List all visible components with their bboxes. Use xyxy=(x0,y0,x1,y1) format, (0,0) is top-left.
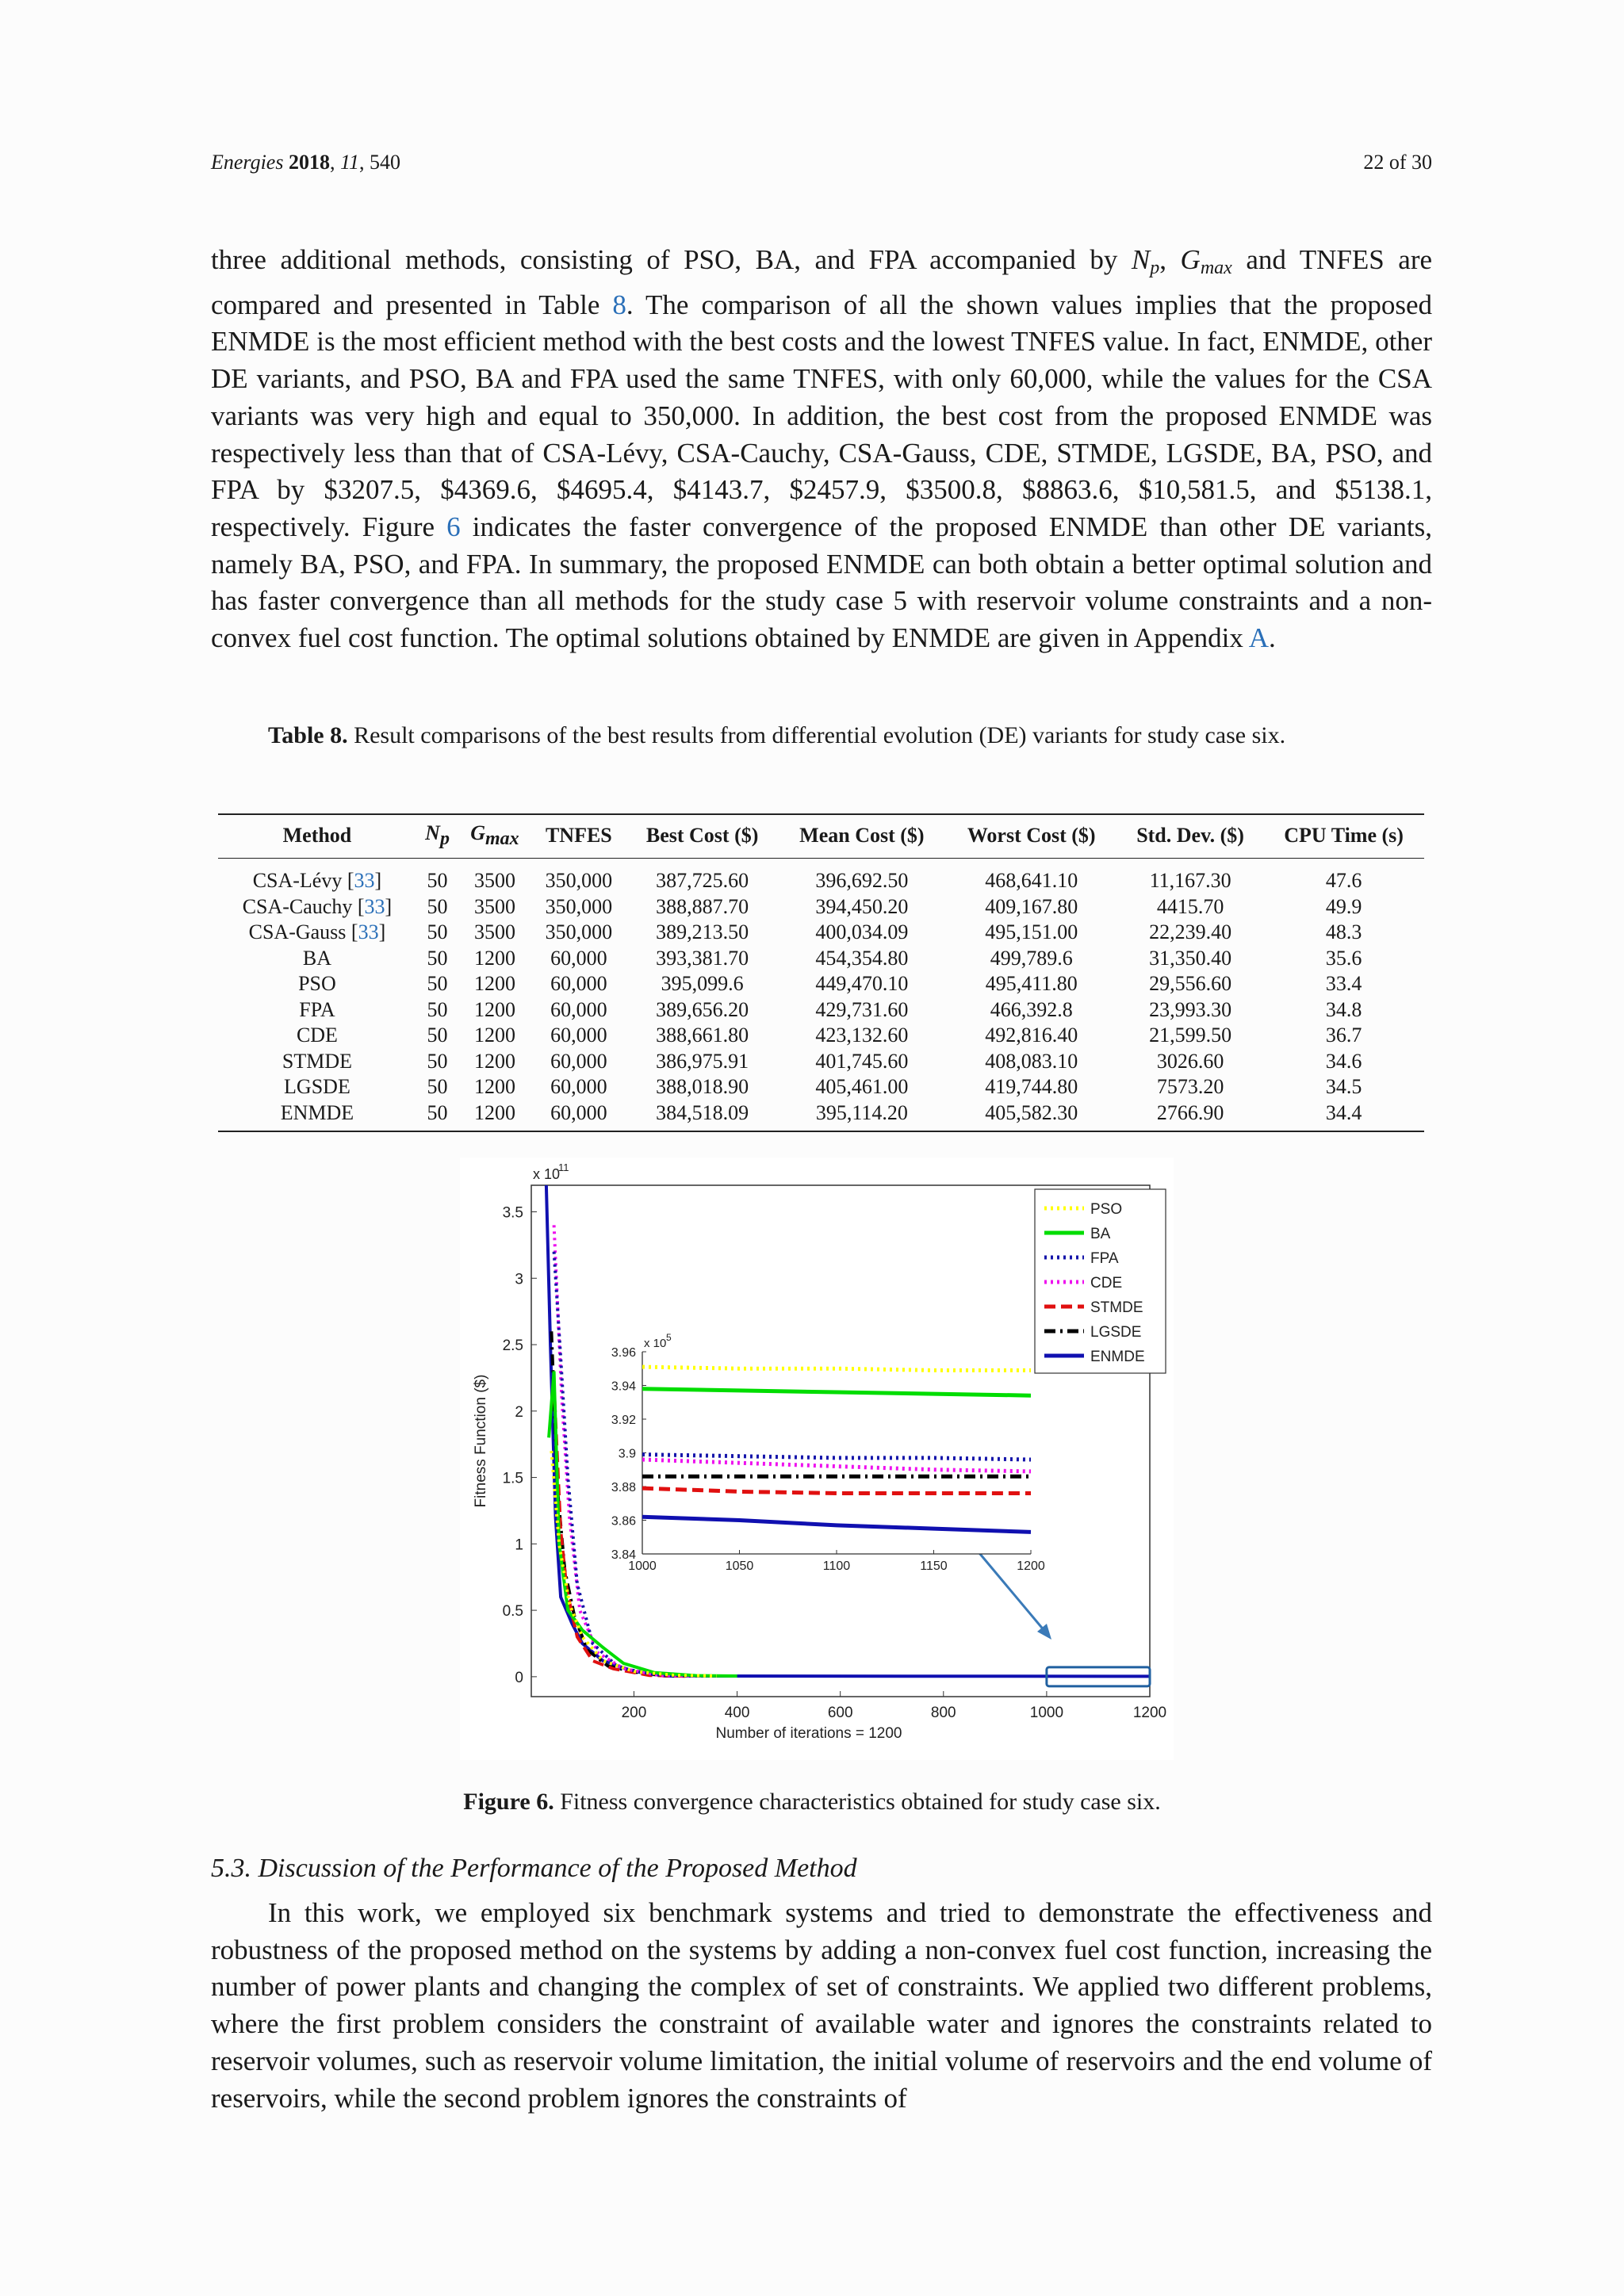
cell-gmax: 1200 xyxy=(473,972,515,995)
cell-worst: 405,582.30 xyxy=(945,1100,1117,1132)
legend-label-fpa: FPA xyxy=(1090,1250,1119,1267)
journal-name: Energies xyxy=(211,151,284,174)
legend-label-ba: BA xyxy=(1090,1226,1111,1242)
legend xyxy=(1035,1189,1166,1373)
cell-method: ENMDE xyxy=(218,1100,416,1132)
cell-np: 50 xyxy=(427,1075,448,1098)
cell-method: CSA-Cauchy [33] xyxy=(242,894,393,918)
table-row xyxy=(218,920,1424,946)
table-row xyxy=(218,1023,1424,1049)
cell-method: FPA xyxy=(299,997,335,1021)
body-paragraph-1: three additional methods, consisting of PSO, BA, and FPA accompanied by $N_p$, $G_{max}$ and TNFES are compared and presented in Table 8. The comparison of all the shown values implies that the proposed ENMDE is the most efficient method with the best costs and the lowest TNFES value. In fact, ENMDE, other DE variants, and PSO, BA and FPA used the same TNFES, with only 60,000, while the values for the CSA variants was very high and equal to 350,000. In addition, the best cost from the proposed ENMDE was respectively less than that of CSA-Lévy, CSA-Cauchy, CSA-Gauss, CDE, STMDE, LGSDE, BA, PSO, and FPA by $3207.5, $4369.6, $4695.4, $4143.7, $2457.9, $3500.8, $8863.6, $10,581.5, and $5138.1, respectively. Figure 6 indicates the faster convergence of the proposed ENMDE than other DE variants, namely BA, PSO, and FPA. In summary, the proposed ENMDE can both obtain a better optimal solution and has faster convergence than all methods for the study case 5 with reservoir volume constraints and a non-convex fuel cost function. The optimal solutions obtained by ENMDE are given in Appendix A. xyxy=(211,244,1433,654)
inset-x-tick-label: 1150 xyxy=(920,1559,948,1573)
inset-x-tick-label: 1100 xyxy=(822,1559,851,1573)
cell-gmax: 1200 xyxy=(473,1024,515,1047)
cell-np: 50 xyxy=(416,1100,458,1132)
convergence-chart xyxy=(460,1158,1174,1760)
cell-cpu: 34.6 xyxy=(1325,1049,1362,1073)
figure-6 xyxy=(460,1158,1174,1760)
cell-tnfes: 60,000 xyxy=(550,1049,607,1073)
col-method: Method xyxy=(218,814,416,859)
x-tick-label: 400 xyxy=(724,1705,750,1721)
cell-gmax: 1200 xyxy=(473,946,515,970)
x-axis-label: Number of iterations = 1200 xyxy=(715,1725,902,1742)
cell-tnfes: 60,000 xyxy=(550,1075,607,1098)
y-exponent: 11 xyxy=(558,1161,569,1173)
cell-mean: 394,450.20 xyxy=(815,894,909,918)
table-row xyxy=(218,971,1424,997)
y-tick-label: 0.5 xyxy=(502,1603,523,1621)
cell-worst: 499,789.6 xyxy=(990,946,1073,970)
col-gmax: Gmax xyxy=(458,814,531,859)
cell-cpu: 33.4 xyxy=(1325,972,1362,995)
cell-gmax: 1200 xyxy=(473,1075,515,1098)
cell-mean: 449,470.10 xyxy=(815,972,909,995)
col-best: Best Cost ($) xyxy=(626,814,778,859)
inset-y-tick-label: 3.86 xyxy=(611,1514,636,1529)
table-caption-text: Result comparisons of the best results from differential evolution (DE) variants for study case six. xyxy=(347,722,1286,748)
legend-label-pso: PSO xyxy=(1090,1201,1123,1218)
col-tnfes: TNFES xyxy=(531,814,626,859)
cell-mean: 396,692.50 xyxy=(815,869,909,892)
citation-link[interactable]: 33 xyxy=(354,869,375,892)
body-paragraph-2: In this work, we employed six benchmark systems and tried to demonstrate the effectiveness and robustness of the proposed method on the systems by adding a non-convex fuel cost function, increasing the number of power plants and changing the complex of set of constraints. We applied two different problems, where the first problem considers the constraint of available water and ignores the constraints related to reservoir volumes, such as reservoir volume limitation, the initial volume of reservoirs and the end volume of reservoirs, while the second problem ignores the constraints of xyxy=(211,1897,1432,2114)
journal-volume: 11 xyxy=(339,151,360,174)
y-tick-label: 2.5 xyxy=(502,1337,523,1355)
cell-mean: 401,745.60 xyxy=(815,1049,909,1073)
y-tick-label: 0 xyxy=(515,1669,523,1686)
inset-x-tick-label: 1000 xyxy=(628,1559,657,1573)
cell-std: 2766.90 xyxy=(1117,1100,1263,1132)
table-row xyxy=(218,859,1424,894)
y-axis-label: Fitness Function ($) xyxy=(473,1374,489,1508)
cell-method: CSA-Lévy [33] xyxy=(252,869,382,892)
cell-tnfes: 60,000 xyxy=(550,1024,607,1047)
cell-cpu: 35.6 xyxy=(1325,946,1362,970)
cell-worst: 468,641.10 xyxy=(985,869,1078,892)
cell-std: 11,167.30 xyxy=(1149,869,1231,892)
cell-worst: 419,744.80 xyxy=(985,1075,1078,1098)
cell-std: 4415.70 xyxy=(1156,894,1224,918)
figure-caption-text: Fitness convergence characteristics obtained for study case six. xyxy=(553,1789,1161,1815)
x-tick-label: 1000 xyxy=(1029,1705,1064,1721)
cell-worst: 409,167.80 xyxy=(985,894,1078,918)
cell-tnfes: 350,000 xyxy=(545,920,613,943)
cell-cpu: 34.5 xyxy=(1325,1075,1362,1098)
cell-tnfes: 350,000 xyxy=(545,869,613,892)
inset-y-tick-label: 3.88 xyxy=(611,1481,636,1494)
cell-method: CDE xyxy=(296,1024,338,1047)
table-row xyxy=(218,1074,1424,1100)
inset-y-multiplier: x 10 xyxy=(644,1337,667,1350)
y-tick-label: 3.5 xyxy=(502,1204,523,1222)
cell-mean: 454,354.80 xyxy=(815,946,909,970)
col-worst: Worst Cost ($) xyxy=(945,814,1117,859)
article-number: 540 xyxy=(370,151,401,174)
cell-best: 388,887.70 xyxy=(656,894,749,918)
citation-link[interactable]: 33 xyxy=(358,920,379,943)
cell-cpu: 34.8 xyxy=(1325,997,1362,1021)
cell-tnfes: 60,000 xyxy=(550,972,607,995)
col-std: Std. Dev. ($) xyxy=(1117,814,1263,859)
x-tick-label: 1200 xyxy=(1132,1705,1167,1721)
inset-y-tick-label: 3.84 xyxy=(611,1548,636,1562)
cell-gmax: 1200 xyxy=(473,997,515,1021)
cell-method: STMDE xyxy=(282,1049,352,1073)
cell-cpu: 47.6 xyxy=(1325,869,1362,892)
legend-label-enmde: ENMDE xyxy=(1090,1349,1145,1365)
table-body xyxy=(218,859,1424,1132)
y-tick-label: 3 xyxy=(515,1271,523,1288)
y-tick-label: 1.5 xyxy=(502,1470,523,1487)
cell-np: 50 xyxy=(427,1049,448,1073)
running-header: Energies 2018, 11, 540 xyxy=(211,151,401,174)
cell-best: 393,381.70 xyxy=(656,946,749,970)
cell-np: 50 xyxy=(427,1024,448,1047)
cell-gmax: 1200 xyxy=(458,1100,531,1132)
cell-worst: 492,816.40 xyxy=(985,1024,1078,1047)
x-tick-label: 600 xyxy=(827,1705,853,1721)
cell-best: 395,099.6 xyxy=(661,972,744,995)
col-mean: Mean Cost ($) xyxy=(778,814,945,859)
inset-y-exponent: 5 xyxy=(666,1332,672,1343)
cell-np: 50 xyxy=(427,972,448,995)
figure-caption xyxy=(0,1789,1624,1816)
cell-best: 384,518.09 xyxy=(626,1100,778,1132)
cell-mean: 429,731.60 xyxy=(815,997,909,1021)
cell-best: 388,661.80 xyxy=(656,1024,749,1047)
legend-label-lgsde: LGSDE xyxy=(1090,1324,1142,1341)
section-heading: 5.3. Discussion of the Performance of the Proposed Method xyxy=(211,1854,857,1883)
inset-y-tick-label: 3.96 xyxy=(611,1346,636,1360)
legend-label-stmde: STMDE xyxy=(1090,1299,1143,1316)
cell-std: 7573.20 xyxy=(1156,1075,1224,1098)
inset-y-tick-label: 3.9 xyxy=(618,1447,636,1461)
cell-best: 389,656.20 xyxy=(656,997,749,1021)
cell-method: PSO xyxy=(298,972,336,995)
cell-std: 29,556.60 xyxy=(1149,972,1232,995)
table-caption-label: Table 8. xyxy=(268,722,348,748)
results-table xyxy=(218,813,1424,1132)
figure-caption-label: Figure 6. xyxy=(463,1789,554,1815)
cell-tnfes: 60,000 xyxy=(550,997,607,1021)
cell-cpu: 48.3 xyxy=(1325,920,1362,943)
page-number: 22 of 30 xyxy=(1363,151,1432,174)
cell-worst: 408,083.10 xyxy=(985,1049,1078,1073)
cell-cpu: 49.9 xyxy=(1325,894,1362,918)
cell-std: 23,993.30 xyxy=(1149,997,1232,1021)
table-caption xyxy=(268,718,1378,753)
x-tick-label: 800 xyxy=(930,1705,956,1721)
cell-method: BA xyxy=(302,946,331,970)
table-8-link[interactable]: 8 xyxy=(612,289,626,320)
cell-std: 21,599.50 xyxy=(1149,1024,1232,1047)
cell-best: 387,725.60 xyxy=(656,869,749,892)
citation-link[interactable]: 33 xyxy=(364,894,385,918)
legend-label-cde: CDE xyxy=(1090,1275,1123,1292)
cell-mean: 423,132.60 xyxy=(815,1024,909,1047)
cell-gmax: 3500 xyxy=(473,920,515,943)
inset-x-tick-label: 1050 xyxy=(725,1559,754,1573)
table-row xyxy=(218,894,1424,920)
figure-6-link[interactable]: 6 xyxy=(446,511,461,542)
cell-std: 31,350.40 xyxy=(1149,946,1232,970)
cell-method: LGSDE xyxy=(284,1075,350,1098)
cell-mean: 400,034.09 xyxy=(815,920,909,943)
table-row xyxy=(218,946,1424,972)
inset-y-tick-label: 3.92 xyxy=(611,1414,636,1427)
cell-tnfes: 350,000 xyxy=(545,894,613,918)
col-np: Np xyxy=(416,814,458,859)
cell-gmax: 3500 xyxy=(473,869,515,892)
table-row xyxy=(218,1049,1424,1075)
cell-mean: 405,461.00 xyxy=(815,1075,909,1098)
cell-np: 50 xyxy=(427,869,448,892)
cell-std: 3026.60 xyxy=(1156,1049,1224,1073)
cell-mean: 395,114.20 xyxy=(778,1100,945,1132)
inset-y-tick-label: 3.94 xyxy=(611,1380,636,1394)
appendix-a-link[interactable]: A xyxy=(1248,622,1269,654)
cell-best: 386,975.91 xyxy=(656,1049,749,1073)
cell-cpu: 36.7 xyxy=(1325,1024,1362,1047)
cell-gmax: 3500 xyxy=(473,894,515,918)
cell-tnfes: 60,000 xyxy=(531,1100,626,1132)
x-tick-label: 200 xyxy=(621,1705,647,1721)
cell-gmax: 1200 xyxy=(473,1049,515,1073)
y-multiplier: x 10 xyxy=(533,1166,561,1182)
cell-worst: 495,411.80 xyxy=(985,972,1078,995)
cell-best: 389,213.50 xyxy=(656,920,749,943)
cell-best: 388,018.90 xyxy=(656,1075,749,1098)
cell-np: 50 xyxy=(427,894,448,918)
cell-tnfes: 60,000 xyxy=(550,946,607,970)
table-header-row xyxy=(218,814,1424,859)
cell-np: 50 xyxy=(427,997,448,1021)
cell-std: 22,239.40 xyxy=(1149,920,1232,943)
cell-np: 50 xyxy=(427,946,448,970)
table-row xyxy=(218,1100,1424,1132)
y-tick-label: 1 xyxy=(515,1536,523,1554)
table-row xyxy=(218,997,1424,1024)
cell-worst: 495,151.00 xyxy=(985,920,1078,943)
cell-method: CSA-Gauss [33] xyxy=(248,920,386,943)
y-tick-label: 2 xyxy=(515,1403,523,1421)
col-cpu: CPU Time (s) xyxy=(1263,814,1424,859)
inset-x-tick-label: 1200 xyxy=(1017,1559,1045,1573)
cell-worst: 466,392.8 xyxy=(990,997,1073,1021)
cell-cpu: 34.4 xyxy=(1263,1100,1424,1132)
cell-np: 50 xyxy=(427,920,448,943)
journal-year: 2018 xyxy=(288,151,330,174)
inset-plot xyxy=(611,1332,1045,1573)
